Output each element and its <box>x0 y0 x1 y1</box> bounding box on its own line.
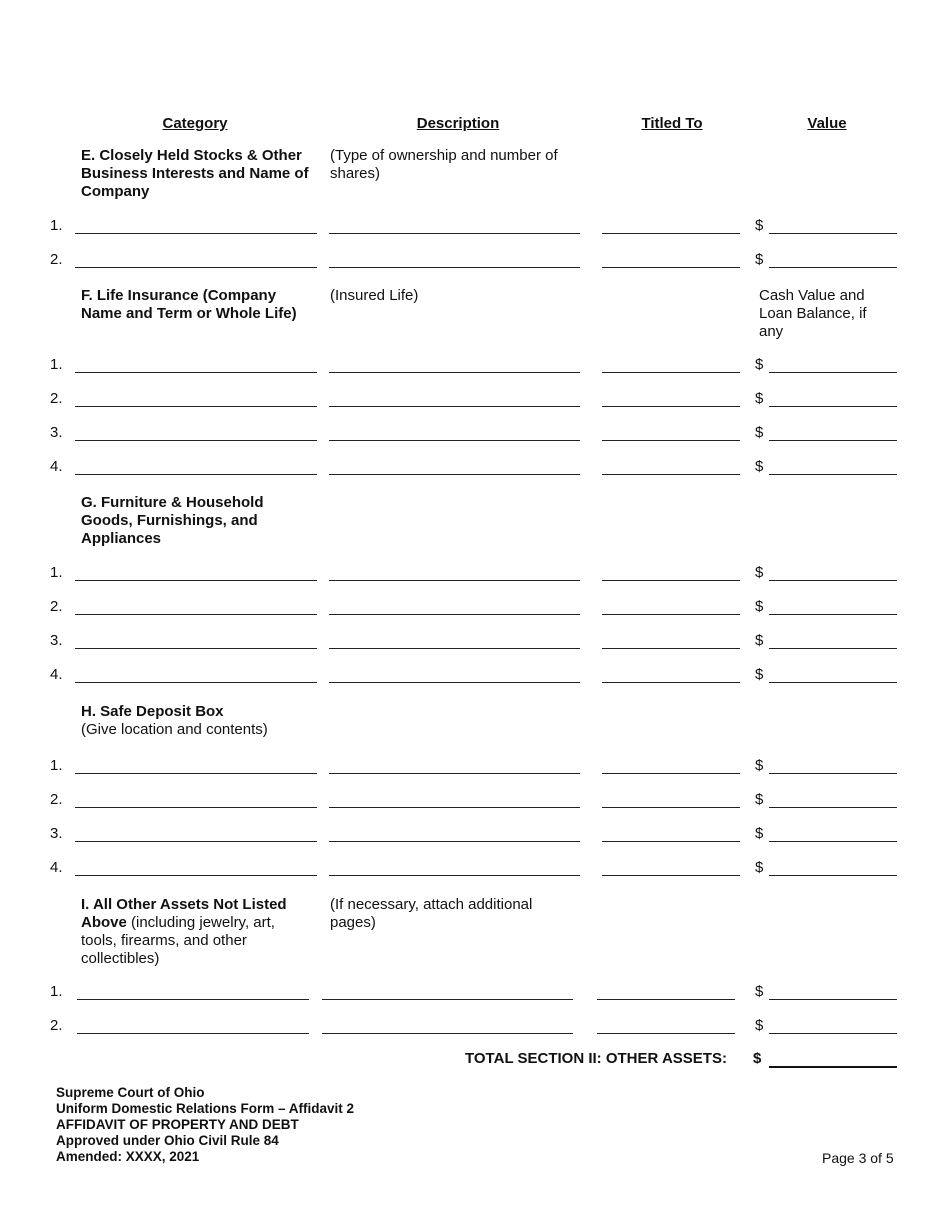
description-field[interactable] <box>329 233 580 234</box>
titled-to-field[interactable] <box>602 267 740 268</box>
description-field[interactable] <box>329 875 580 876</box>
value-field[interactable] <box>769 648 897 649</box>
currency-symbol: $ <box>755 983 764 1000</box>
section-g-title: G. Furniture & Household Goods, Furnishings, and Appliances <box>81 494 264 547</box>
value-field[interactable] <box>769 875 897 876</box>
header-description: Description <box>416 115 500 132</box>
value-field[interactable] <box>769 807 897 808</box>
value-field[interactable] <box>769 440 897 441</box>
page-number: Page 3 of 5 <box>822 1150 894 1166</box>
titled-to-field[interactable] <box>602 614 740 615</box>
category-field[interactable] <box>75 841 317 842</box>
description-field[interactable] <box>329 648 580 649</box>
description-field[interactable] <box>322 999 573 1000</box>
section-h-title: H. Safe Deposit Box <box>81 703 224 720</box>
description-field[interactable] <box>329 580 580 581</box>
row-number: 4. <box>50 859 63 876</box>
currency-symbol: $ <box>755 1017 764 1034</box>
row-number: 2. <box>50 598 63 615</box>
row-number: 2. <box>50 390 63 407</box>
row-number: 3. <box>50 424 63 441</box>
value-field[interactable] <box>769 372 897 373</box>
category-field[interactable] <box>75 406 317 407</box>
footer <box>56 1085 354 1165</box>
row-number: 3. <box>50 632 63 649</box>
section-f-title: F. Life Insurance (Company Name and Term or Whole Life) <box>81 287 297 322</box>
description-field[interactable] <box>329 807 580 808</box>
currency-symbol: $ <box>755 666 764 683</box>
section-i-description: (If necessary, attach additional pages) <box>330 896 533 931</box>
row-number: 1. <box>50 217 63 234</box>
currency-symbol: $ <box>755 251 764 268</box>
category-field[interactable] <box>75 267 317 268</box>
footer-amended: Amended: XXXX, 2021 <box>56 1149 200 1164</box>
titled-to-field[interactable] <box>602 648 740 649</box>
footer-form-title: AFFIDAVIT OF PROPERTY AND DEBT <box>56 1117 299 1132</box>
row-number: 4. <box>50 458 63 475</box>
total-currency-symbol: $ <box>753 1050 762 1067</box>
row-number: 3. <box>50 825 63 842</box>
row-number: 1. <box>50 757 63 774</box>
description-field[interactable] <box>322 1033 573 1034</box>
category-field[interactable] <box>75 807 317 808</box>
section-f-description: (Insured Life) <box>330 287 419 304</box>
value-field[interactable] <box>769 267 897 268</box>
titled-to-field[interactable] <box>602 580 740 581</box>
footer-approval: Approved under Ohio Civil Rule 84 <box>56 1133 279 1148</box>
value-field[interactable] <box>769 682 897 683</box>
category-field[interactable] <box>75 440 317 441</box>
currency-symbol: $ <box>755 632 764 649</box>
currency-symbol: $ <box>755 424 764 441</box>
category-field[interactable] <box>75 682 317 683</box>
section-e-description: (Type of ownership and number of shares) <box>330 147 558 182</box>
description-field[interactable] <box>329 682 580 683</box>
category-field[interactable] <box>75 233 317 234</box>
value-field[interactable] <box>769 1033 897 1034</box>
value-field[interactable] <box>769 406 897 407</box>
currency-symbol: $ <box>755 859 764 876</box>
category-field[interactable] <box>75 648 317 649</box>
row-number: 2. <box>50 1017 63 1034</box>
titled-to-field[interactable] <box>597 1033 735 1034</box>
total-value-field[interactable] <box>769 1066 897 1068</box>
value-field[interactable] <box>769 773 897 774</box>
currency-symbol: $ <box>755 757 764 774</box>
row-number: 4. <box>50 666 63 683</box>
footer-form-name: Uniform Domestic Relations Form – Affidavit 2 <box>56 1101 355 1116</box>
titled-to-field[interactable] <box>597 999 735 1000</box>
description-field[interactable] <box>329 474 580 475</box>
currency-symbol: $ <box>755 791 764 808</box>
titled-to-field[interactable] <box>602 474 740 475</box>
row-number: 1. <box>50 983 63 1000</box>
section-f-value-note: Cash Value and Loan Balance, if any <box>759 287 867 340</box>
header-value: Value <box>807 115 847 132</box>
titled-to-field[interactable] <box>602 875 740 876</box>
titled-to-field[interactable] <box>602 807 740 808</box>
row-number: 2. <box>50 251 63 268</box>
description-field[interactable] <box>329 267 580 268</box>
section-i-title-rest: (including jewelry, art, tools, firearms, and other collectibles) <box>81 914 275 967</box>
section-h-subtitle: (Give location and contents) <box>81 721 268 738</box>
description-field[interactable] <box>329 841 580 842</box>
category-field[interactable] <box>77 1033 309 1034</box>
description-field[interactable] <box>329 773 580 774</box>
currency-symbol: $ <box>755 825 764 842</box>
value-field[interactable] <box>769 474 897 475</box>
description-field[interactable] <box>329 372 580 373</box>
row-number: 1. <box>50 564 63 581</box>
header-category: Category <box>162 115 228 132</box>
currency-symbol: $ <box>755 458 764 475</box>
category-field[interactable] <box>77 999 309 1000</box>
value-field[interactable] <box>769 614 897 615</box>
category-field[interactable] <box>75 773 317 774</box>
description-field[interactable] <box>329 406 580 407</box>
value-field[interactable] <box>769 999 897 1000</box>
currency-symbol: $ <box>755 564 764 581</box>
category-field[interactable] <box>75 372 317 373</box>
titled-to-field[interactable] <box>602 372 740 373</box>
value-field[interactable] <box>769 580 897 581</box>
category-field[interactable] <box>75 614 317 615</box>
titled-to-field[interactable] <box>602 682 740 683</box>
header-titled-to: Titled To <box>641 115 703 132</box>
value-field[interactable] <box>769 233 897 234</box>
titled-to-field[interactable] <box>602 841 740 842</box>
category-field[interactable] <box>75 580 317 581</box>
currency-symbol: $ <box>755 217 764 234</box>
currency-symbol: $ <box>755 390 764 407</box>
value-field[interactable] <box>769 841 897 842</box>
titled-to-field[interactable] <box>602 233 740 234</box>
category-field[interactable] <box>75 875 317 876</box>
section-i-title-bold: I. All Other Assets Not Listed Above <box>81 896 287 931</box>
total-label: TOTAL SECTION II: OTHER ASSETS: <box>465 1050 727 1067</box>
row-number: 1. <box>50 356 63 373</box>
description-field[interactable] <box>329 614 580 615</box>
titled-to-field[interactable] <box>602 440 740 441</box>
section-i-title <box>81 896 301 968</box>
row-number: 2. <box>50 791 63 808</box>
titled-to-field[interactable] <box>602 773 740 774</box>
currency-symbol: $ <box>755 598 764 615</box>
titled-to-field[interactable] <box>602 406 740 407</box>
currency-symbol: $ <box>755 356 764 373</box>
description-field[interactable] <box>329 440 580 441</box>
category-field[interactable] <box>75 474 317 475</box>
section-e-title: E. Closely Held Stocks & Other Business Interests and Name of Company <box>81 147 309 200</box>
footer-court: Supreme Court of Ohio <box>56 1085 205 1100</box>
